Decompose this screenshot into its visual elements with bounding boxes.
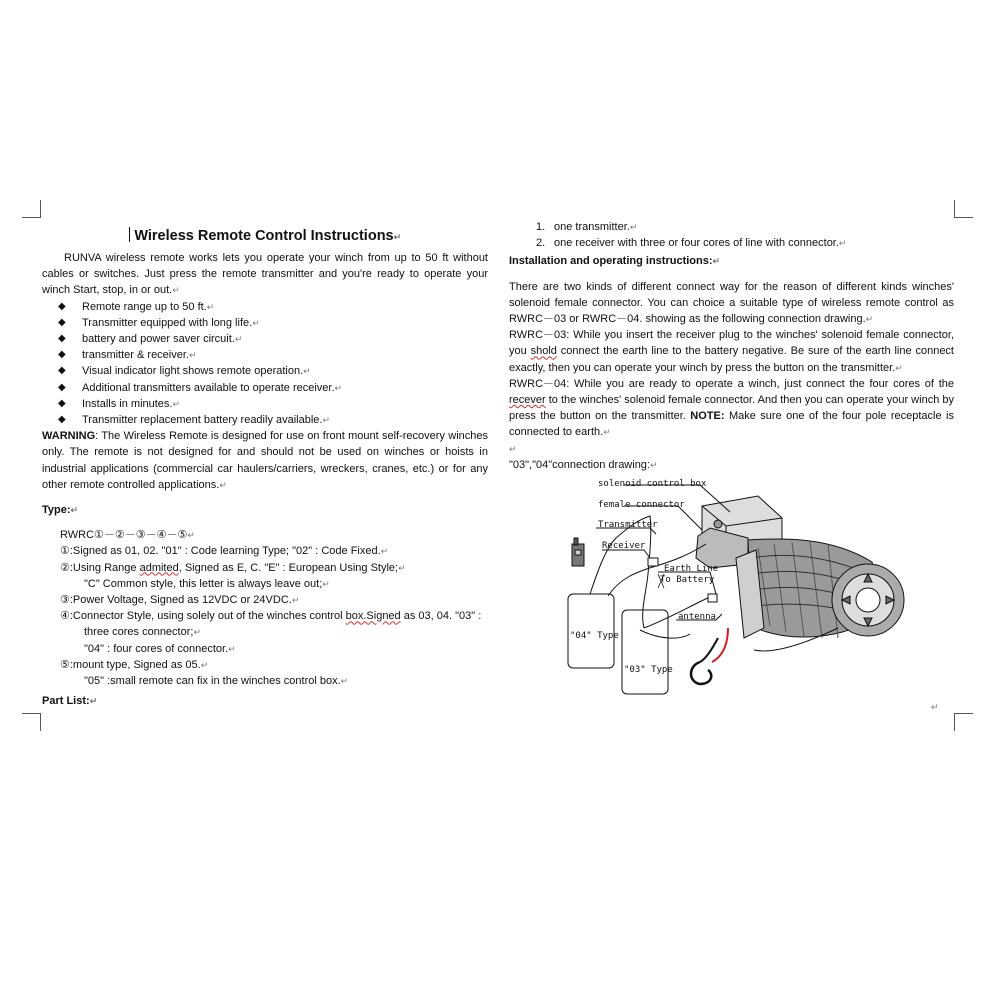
return-mark: ↵ [89, 696, 98, 707]
receiver-cable [590, 516, 651, 628]
crop-mark-top-right-v [954, 200, 955, 218]
return-mark: ↵ [219, 479, 227, 490]
warning-label: WARNING [42, 430, 96, 443]
return-mark: ↵ [629, 222, 638, 232]
spelling-flagged-word: box.Signed [345, 610, 401, 623]
feature-text: Transmitter replacement battery readily available. [82, 414, 323, 427]
feature-text: Additional transmitters available to operate receiver. [82, 381, 335, 394]
install-paragraph-3-text: Make sure one of the four pole receptacle is connected to earth. [509, 410, 954, 439]
crop-mark-top-left-v [40, 200, 41, 218]
spelling-flagged-word: recever [509, 394, 546, 407]
diamond-bullet-icon: ◆ [58, 316, 66, 328]
right-column [509, 219, 954, 473]
page-return-mark: ↵ [931, 702, 939, 712]
type-item-text: Using Range [72, 561, 140, 574]
feature-text: transmitter & receiver. [82, 349, 189, 362]
return-mark: ↵ [509, 443, 517, 454]
return-mark: ↵ [650, 459, 658, 470]
install-heading [509, 253, 954, 269]
type-item-number: ③: [60, 594, 73, 607]
part-item-text: one transmitter. [554, 221, 630, 233]
type-items [42, 543, 488, 689]
return-mark: ↵ [393, 232, 402, 242]
install-paragraph-1-text: There are two kinds of different connect way for the reason of different kinds winches' solenoid female connector. You can choice a suitable type of wireless remote control as RWRC－03 or RWRC－04. showing as the following connection drawing. [509, 280, 954, 326]
install-paragraph-3 [509, 376, 954, 441]
return-mark: ↵ [340, 676, 349, 687]
type-item-2 [42, 560, 488, 576]
return-mark: ↵ [193, 627, 201, 638]
part-item-2 [536, 235, 954, 251]
label-to-battery: To Battery [660, 575, 715, 585]
feature-text: Transmitter equipped with long life. [82, 316, 253, 329]
feature-item [58, 347, 488, 363]
receiver-connector [648, 558, 658, 566]
type-item-5-line-2 [42, 673, 488, 689]
return-mark: ↵ [187, 530, 195, 541]
feature-item [58, 412, 488, 428]
leader-line-receiver [602, 550, 650, 558]
return-mark: ↵ [398, 562, 406, 573]
spelling-flagged-word: shold [530, 345, 557, 358]
return-mark: ↵ [322, 415, 331, 426]
feature-item [58, 380, 488, 396]
part-list-heading [42, 693, 488, 709]
part-item-number: 2. [536, 237, 546, 250]
type-item-text: "04" : four cores of connector. [84, 642, 229, 655]
part-list [509, 219, 954, 251]
type-03-box [622, 610, 668, 694]
label-receiver: Receiver [602, 541, 646, 551]
install-paragraph-3-text: to the winches' solenoid female connector. And then you can operate your winch by press the button on the transmitter. [509, 394, 954, 423]
feature-text: Visual indicator light shows remote operation. [82, 365, 304, 378]
crop-mark-bottom-right-v [954, 713, 955, 731]
type-item-4 [42, 608, 488, 624]
return-mark: ↵ [291, 595, 300, 606]
label-transmitter: Transmitter [598, 520, 658, 530]
return-mark: ↵ [895, 362, 903, 373]
return-mark: ↵ [228, 643, 236, 654]
return-mark: ↵ [172, 398, 181, 409]
transmitter-illustration [572, 538, 584, 566]
part-list-heading-text: Part List: [42, 695, 90, 708]
type-item-text: as 03, 04. "03" : [400, 610, 482, 623]
return-mark: ↵ [252, 317, 260, 328]
type-code [42, 527, 488, 543]
type-item-text: "05" :small remote can fix in the winches control box. [84, 675, 341, 688]
return-mark: ↵ [172, 285, 180, 296]
antenna-wire [640, 630, 690, 638]
crop-mark-bottom-right-h [954, 713, 973, 714]
label-antenna: antenna [678, 612, 716, 622]
connection-diagram [560, 478, 912, 710]
install-paragraph-2 [509, 327, 954, 376]
type-item-2-line-2 [42, 576, 488, 592]
winch-illustration [691, 496, 904, 684]
earth-connector [708, 594, 717, 602]
type-item-4-line-2 [42, 624, 488, 640]
return-mark: ↵ [380, 546, 389, 557]
feature-item [58, 331, 488, 347]
install-paragraph-2-text: RWRC－03: While you insert the receiver plug to the winches' solenoid female connector, you [509, 329, 954, 358]
type-item-text: Connector Style, using solely out of the winches control [72, 610, 346, 623]
crop-mark-top-left-h [22, 217, 41, 218]
type-item-text: three cores connector; [84, 626, 194, 639]
type-item-text: "C" Common style, this letter is always leave out; [84, 577, 323, 590]
diamond-bullet-icon: ◆ [58, 333, 66, 345]
diamond-bullet-icon: ◆ [58, 365, 66, 377]
note-label: NOTE: [690, 410, 725, 423]
warning-paragraph [42, 428, 488, 493]
type-item-4-line-3 [42, 641, 488, 657]
part-item-number: 1. [536, 221, 546, 233]
warning-text: : The Wireless Remote is designed for use on front mount self-recovery winches only. The remote is not designed for and should not be used on winches or hoists in industrial applications (commercial car haulers/carriers, wreckers, cranes, etc.) or for any other remote controlled applications. [42, 430, 488, 491]
label-solenoid-control-box: solenoid control box [598, 479, 707, 489]
feature-list [42, 299, 488, 429]
return-mark: ↵ [334, 382, 343, 393]
type-item-text: , Signed as E, C. "E" : European Using Style; [178, 561, 399, 574]
return-mark: ↵ [322, 578, 330, 589]
return-mark: ↵ [206, 301, 215, 312]
install-paragraph-1 [509, 279, 954, 328]
feature-text: Installs in minutes. [82, 397, 173, 410]
diamond-bullet-icon: ◆ [58, 414, 66, 426]
type-item-text: Signed as 01, 02. "01" : Code learning Type; "02" : Code Fixed. [72, 545, 381, 558]
spelling-flagged-word: admited [139, 561, 179, 574]
type-item-3 [42, 592, 488, 608]
return-mark: ↵ [712, 256, 721, 267]
return-mark: ↵ [200, 659, 209, 670]
intro-paragraph [42, 250, 488, 299]
return-mark: ↵ [865, 314, 874, 325]
type-item-text: mount type, Signed as 05. [72, 658, 201, 671]
feature-text: battery and power saver circuit. [82, 333, 235, 346]
return-mark: ↵ [234, 334, 243, 345]
diamond-bullet-icon: ◆ [58, 300, 66, 312]
part-item-text: one receiver with three or four cores of line with connector. [554, 237, 839, 250]
type-item-number: ①: [60, 545, 73, 558]
feature-text: Remote range up to 50 ft. [82, 300, 207, 313]
label-female-connector: female connector [598, 500, 685, 510]
type-item-number: ⑤: [60, 658, 73, 671]
type-item-1 [42, 543, 488, 559]
type-item-5 [42, 657, 488, 673]
label-type-03: "03" Type [624, 665, 673, 675]
crop-mark-top-right-h [954, 217, 973, 218]
feature-item [58, 396, 488, 412]
diamond-bullet-icon: ◆ [58, 381, 66, 393]
type-heading [42, 502, 488, 518]
document-title [42, 226, 488, 246]
earth-cable [644, 594, 716, 628]
diamond-bullet-icon: ◆ [58, 349, 66, 361]
feature-item [58, 315, 488, 331]
crop-mark-bottom-left-v [40, 713, 41, 731]
crop-mark-bottom-left-h [22, 713, 41, 714]
feature-item [58, 299, 488, 315]
label-earth-line: Earth Line [664, 564, 719, 574]
return-mark: ↵ [188, 350, 197, 361]
drawing-caption-text: "03","04"connection drawing: [509, 458, 650, 471]
type-code-text: RWRC①－②－③－④－⑤ [60, 529, 188, 542]
left-column [42, 226, 488, 709]
empty-line [509, 441, 954, 457]
drawing-caption [509, 457, 954, 473]
return-mark: ↵ [603, 427, 611, 438]
part-item-1 [536, 219, 954, 235]
document-title-text: Wireless Remote Control Instructions [134, 228, 394, 244]
diamond-bullet-icon: ◆ [58, 397, 66, 409]
label-type-04: "04" Type [570, 631, 619, 641]
return-mark: ↵ [303, 366, 311, 377]
type-item-number: ④: [60, 610, 73, 623]
install-paragraph-3-text: RWRC－04: While you are ready to operate a winch, just connect the four cores of the [509, 377, 954, 390]
return-mark: ↵ [838, 238, 847, 249]
intro-text: RUNVA wireless remote works lets you operate your winch from up to 50 ft without cables or switches. Just press the remote transmitter and you're ready to operate your winch Start, stop, in or out. [42, 252, 488, 297]
return-mark: ↵ [70, 505, 79, 516]
feature-item [58, 363, 488, 379]
type-item-text: Power Voltage, Signed as 12VDC or 24VDC. [72, 594, 292, 607]
type-item-number: ②: [60, 561, 73, 574]
install-paragraph-2-text: connect the earth line to the battery negative. Be sure of the earth line connect exactly, then you can operate your winch by press the button on the transmitter. [509, 345, 954, 374]
type-heading-text: Type: [42, 504, 71, 517]
install-heading-text: Installation and operating instructions: [509, 255, 713, 268]
